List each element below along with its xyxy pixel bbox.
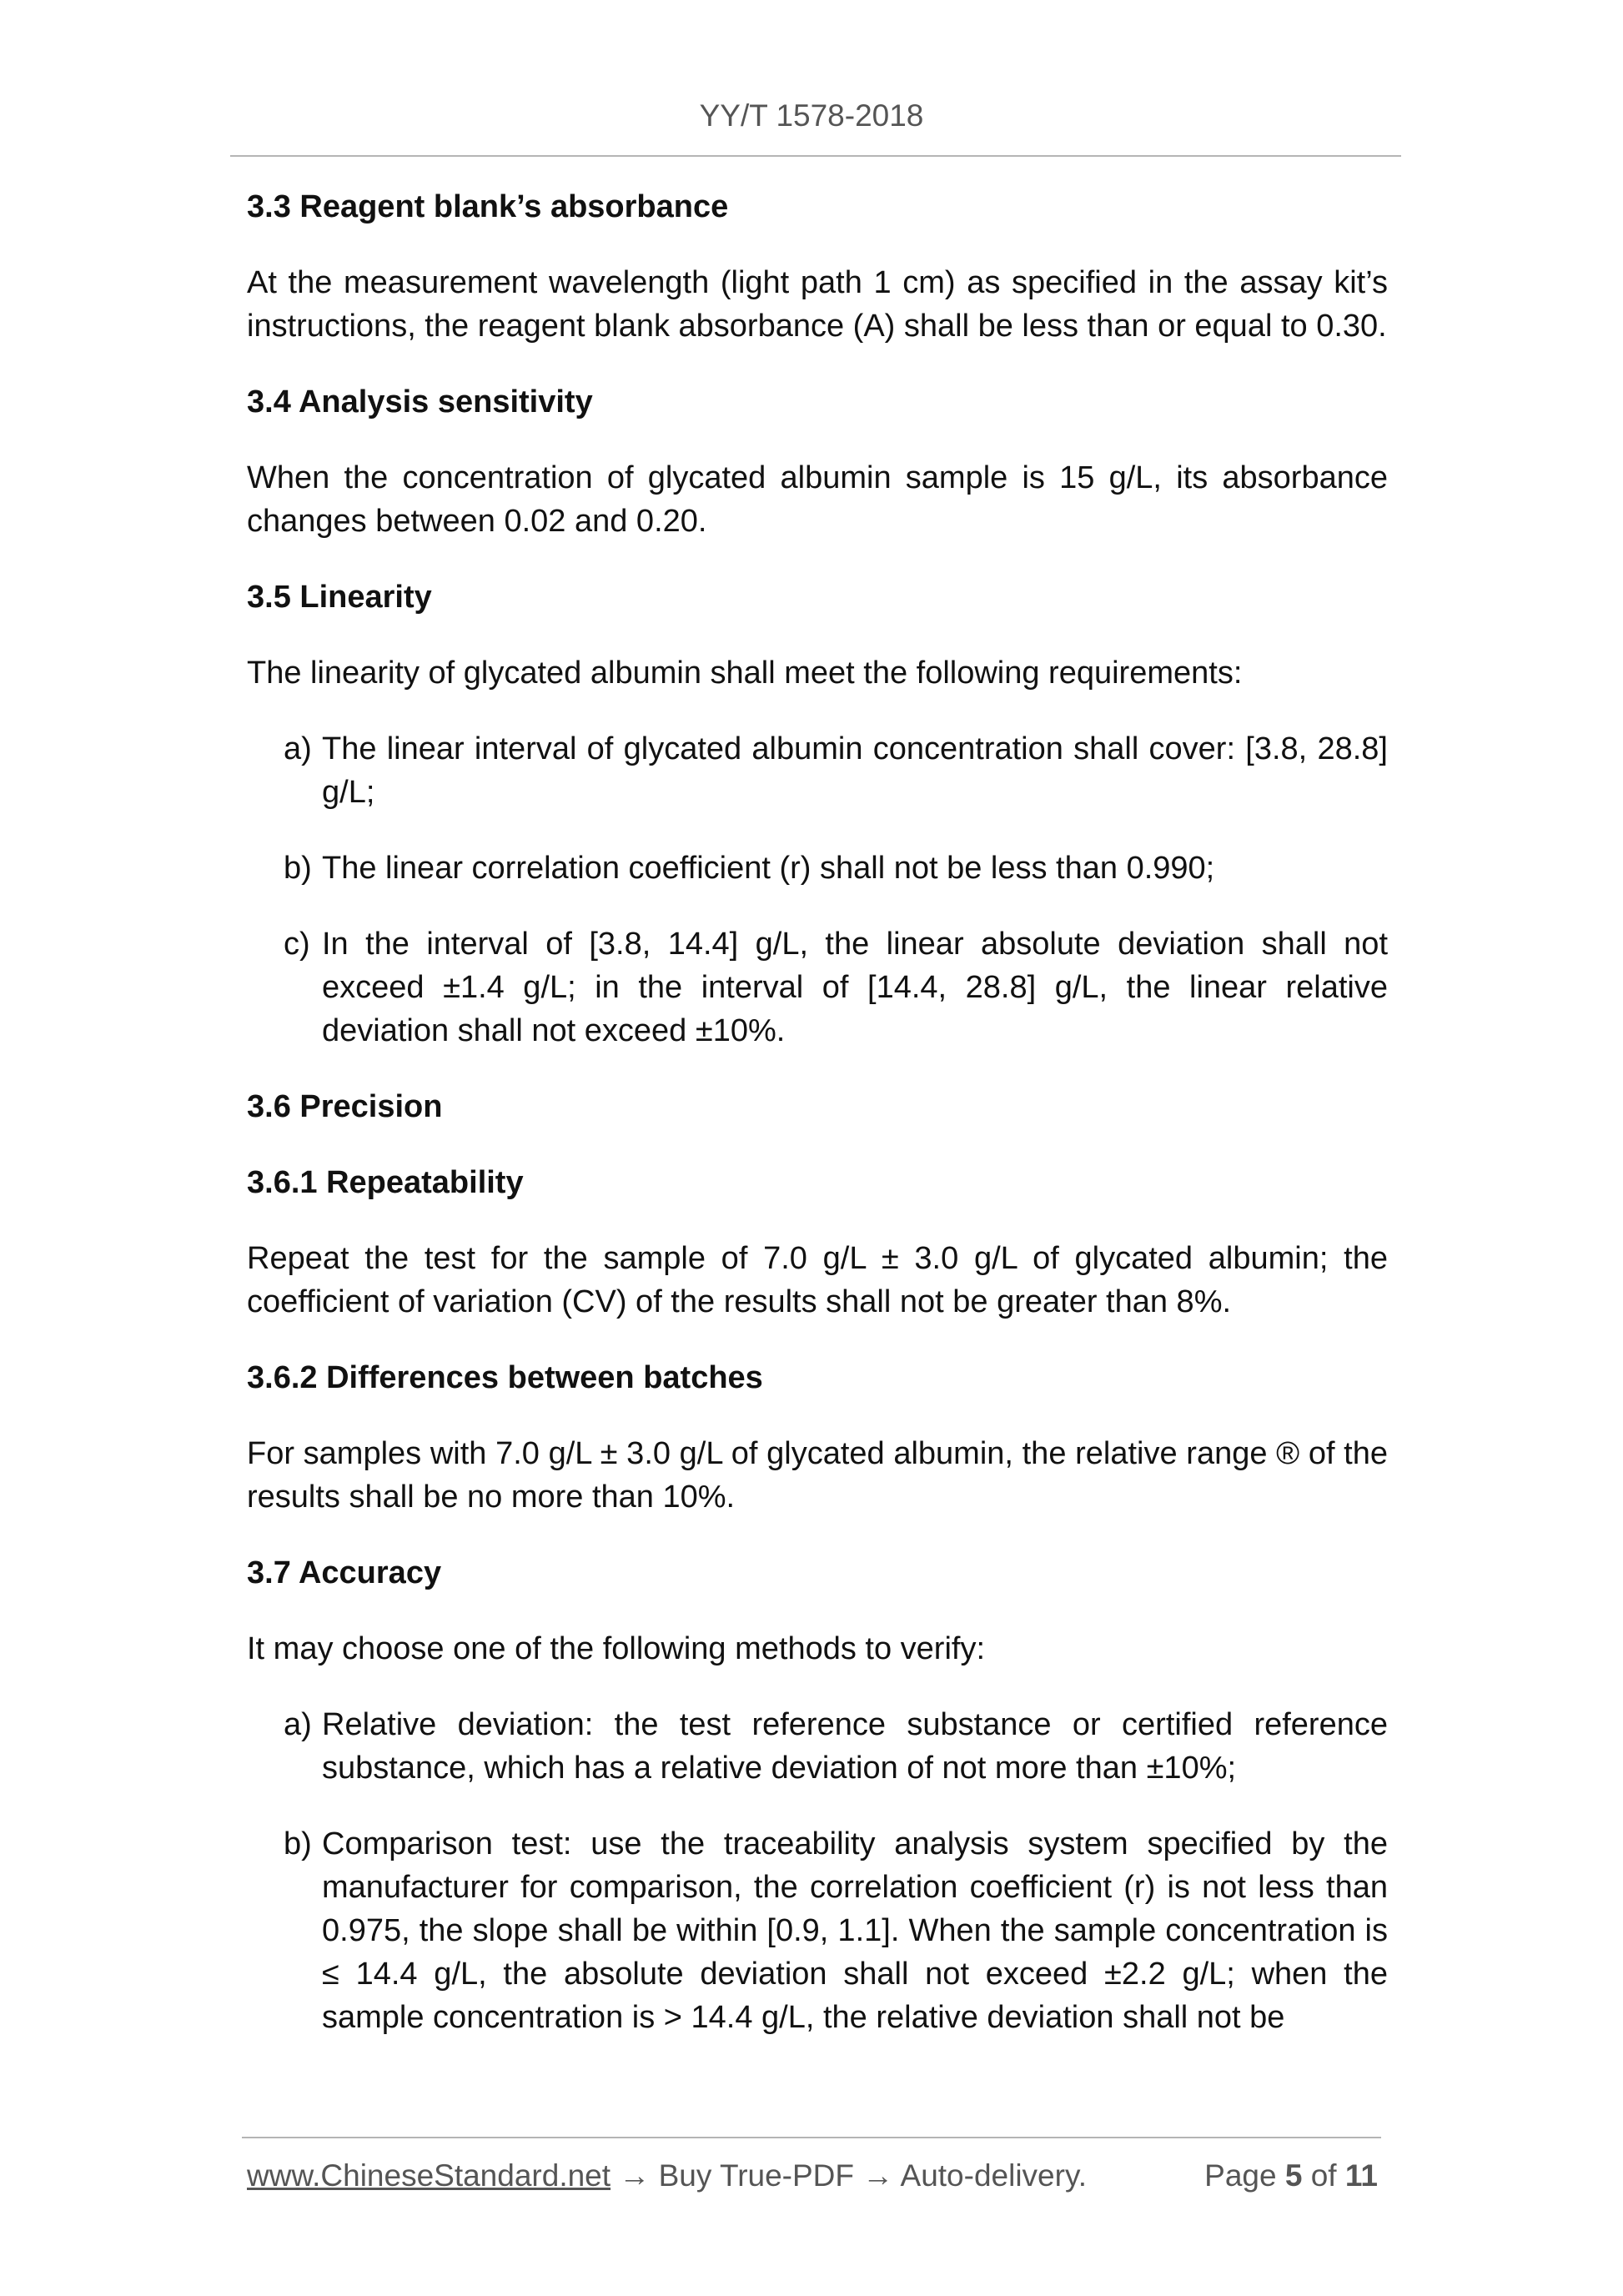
list-item-text: The linear interval of glycated albumin concentration shall cover: [3.8, 28.8] g/L; [322, 731, 1388, 810]
page-label: Page [1204, 2158, 1277, 2193]
section-3-6-1-heading: 3.6.1 Repeatability [247, 1165, 524, 1200]
page-of-label: of [1310, 2158, 1337, 2193]
footer-promo [247, 2158, 1087, 2193]
list-item-text: Relative deviation: the test reference substance or certified reference substance, which has a relative deviation of not more than ±10%; [322, 1707, 1388, 1786]
page-content [247, 185, 1388, 2072]
header-divider [230, 155, 1401, 157]
page-indicator [1204, 2158, 1378, 2193]
page-total: 11 [1344, 2158, 1378, 2193]
list-item [247, 1703, 1388, 1790]
list-marker: a) [284, 1707, 312, 1742]
section-3-5-heading: 3.5 Linearity [247, 580, 432, 615]
section-3-7-heading: 3.7 Accuracy [247, 1555, 442, 1590]
section-3-6-1-text: Repeat the test for the sample of 7.0 g/L ± 3.0 g/L of glycated albumin; the coefficient of variation (CV) of the results shall not be greater than 8%. [247, 1241, 1388, 1319]
section-3-3-heading: 3.3 Reagent blank’s absorbance [247, 189, 729, 224]
list-marker: b) [284, 1826, 312, 1861]
section-3-5-text: The linearity of glycated albumin shall meet the following requirements: [247, 656, 1243, 691]
section-3-6-2-heading: 3.6.2 Differences between batches [247, 1360, 763, 1395]
footer-divider [242, 2137, 1381, 2138]
list-item [247, 847, 1388, 890]
page-current: 5 [1284, 2158, 1303, 2193]
section-3-4-heading: 3.4 Analysis sensitivity [247, 384, 593, 420]
section-3-7-text: It may choose one of the following methods to verify: [247, 1631, 986, 1666]
website-link[interactable]: www.ChineseStandard.net [247, 2158, 611, 2193]
section-3-6-heading: 3.6 Precision [247, 1089, 443, 1124]
list-item-text: Comparison test: use the traceability analysis system specified by the manufacturer for comparison, the correlation coefficient (r) is not less than 0.975, the slope shall be within [0.9, 1.1]. When the sample concentration is ≤ 14.4 g/L, the absolute deviation shall not exceed ±2.2 g/L; when the sample concentration is > 14.4 g/L, the relative deviation shall not be [322, 1826, 1388, 2035]
list-item [247, 922, 1388, 1053]
list-marker: a) [284, 731, 312, 766]
section-3-3-text: At the measurement wavelength (light path 1 cm) as specified in the assay kit’s instructions, the reagent blank absorbance (A) shall be less than or equal to 0.30. [247, 265, 1388, 344]
list-item-text: The linear correlation coefficient (r) shall not be less than 0.990; [322, 851, 1215, 886]
page-footer [247, 2158, 1378, 2193]
list-item [247, 1822, 1388, 2039]
list-marker: c) [284, 927, 310, 962]
list-item [247, 727, 1388, 814]
section-3-4-text: When the concentration of glycated albumin sample is 15 g/L, its absorbance changes between 0.02 and 0.20. [247, 460, 1388, 539]
footer-promo-text: → Buy True-PDF → Auto-delivery. [611, 2158, 1087, 2193]
list-marker: b) [284, 851, 312, 886]
list-item-text: In the interval of [3.8, 14.4] g/L, the linear absolute deviation shall not exceed ±1.4 g/L; in the interval of [14.4, 28.8] g/L, the linear relative deviation shall not exceed ±10%. [322, 927, 1388, 1048]
document-id: YY/T 1578-2018 [699, 98, 924, 133]
section-3-6-2-text: For samples with 7.0 g/L ± 3.0 g/L of glycated albumin, the relative range ® of the results shall be no more than 10%. [247, 1436, 1388, 1515]
